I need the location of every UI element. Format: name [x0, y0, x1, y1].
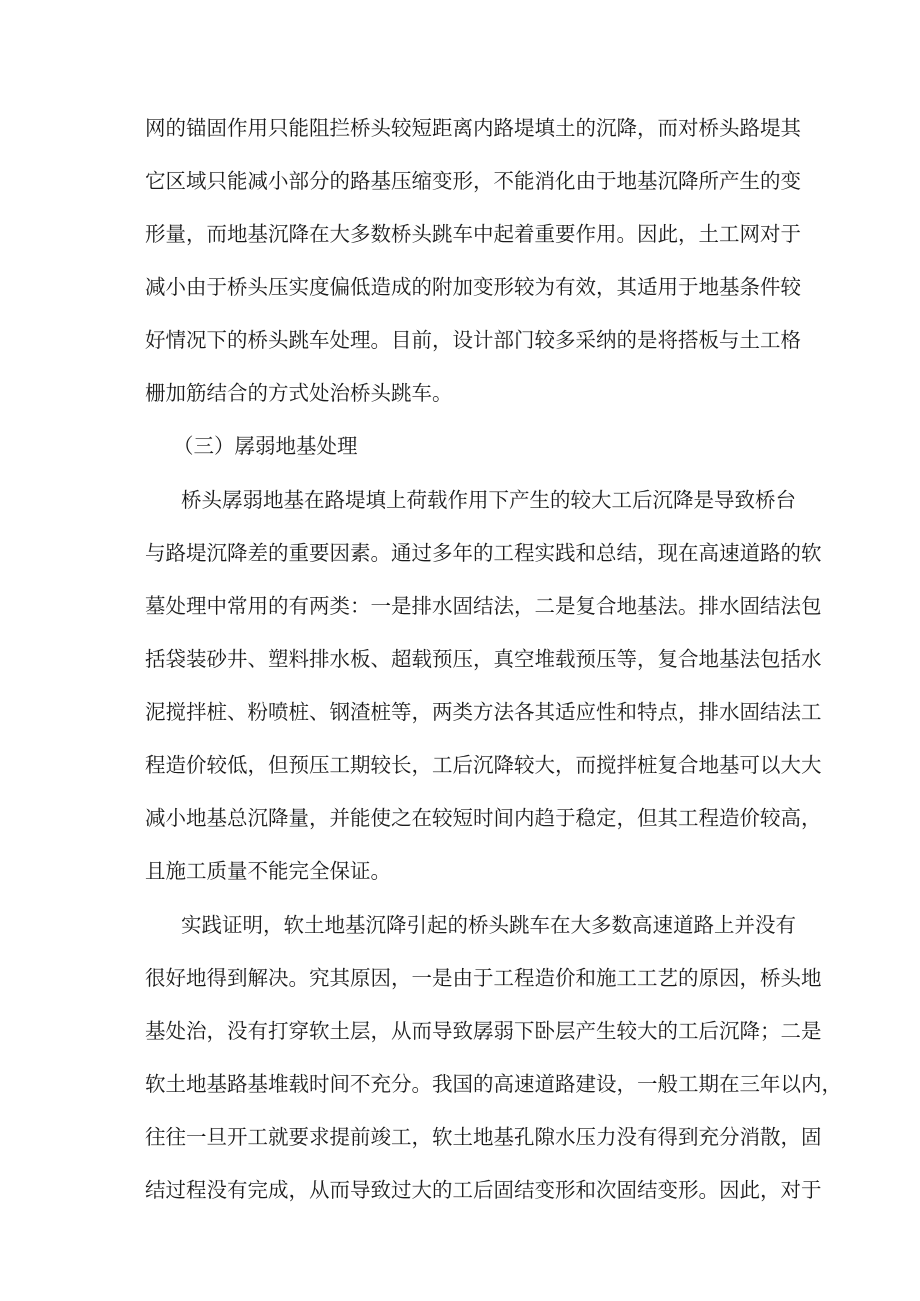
text-line: 软土地基路基堆载时间不充分。我国的高速道路建设，一般工期在三年以内，	[145, 1072, 842, 1096]
text-line: 减小地基总沉降量，并能使之在较短时间内趋于稳定，但其工程造价较高，	[145, 806, 822, 830]
section-heading: （三）孱弱地基处理	[173, 434, 358, 458]
text-line: 程造价较低，但预压工期较长，工后沉降较大，而搅拌桩复合地基可以大大	[145, 753, 822, 777]
text-line: 墓处理中常用的有两类：一是排水固结法，二是复合地基法。排水固结法包	[145, 594, 822, 618]
text-line: 往往一旦开工就要求提前竣工，软土地基孔隙水压力没有得到充分消散，固	[145, 1125, 822, 1149]
text-line: 且施工质量不能完全保证。	[145, 859, 391, 883]
text-line: 网的锚固作用只能阻拦桥头较短距离内路堤填土的沉降，而对桥头路堤其	[145, 116, 801, 140]
text-line: 形量，而地基沉降在大多数桥头跳车中起着重要作用。因此，土工网对于	[145, 222, 801, 246]
text-line: 桥头孱弱地基在路堤填上荷载作用下产生的较大工后沉降是导致桥台	[181, 488, 796, 512]
text-line: 与路堤沉降差的重要因素。通过多年的工程实践和总结，现在高速道路的软	[145, 541, 822, 565]
text-line: 很好地得到解决。究其原因，一是由于工程造价和施工工艺的原因，桥头地	[145, 966, 822, 990]
text-line: 结过程没有完成，从而导致过大的工后固结变形和次固结变形。因此，对于	[145, 1178, 822, 1202]
text-line: 减小由于桥头压实度偏低造成的附加变形较为有效，其适用于地基条件较	[145, 275, 801, 299]
text-line: 括袋装砂井、塑料排水板、超载预压，真空堆载预压等，复合地基法包括水	[145, 647, 822, 671]
text-line: 泥搅拌桩、粉喷桩、钢渣桩等，两类方法各其适应性和特点，排水固结法工	[145, 700, 822, 724]
text-line: 栅加筋结合的方式处治桥头跳车。	[145, 381, 453, 405]
text-line: 实践证明，软土地基沉降引起的桥头跳车在大多数高速道路上并没有	[181, 913, 796, 937]
text-line: 基处治，没有打穿软土层，从而导致孱弱下卧层产生较大的工后沉降；二是	[145, 1019, 822, 1043]
text-line: 它区域只能减小部分的路基压缩变形，不能消化由于地基沉降所产生的变	[145, 169, 801, 193]
text-line: 好情况下的桥头跳车处理。目前，设计部门较多采纳的是将搭板与土工格	[145, 328, 801, 352]
